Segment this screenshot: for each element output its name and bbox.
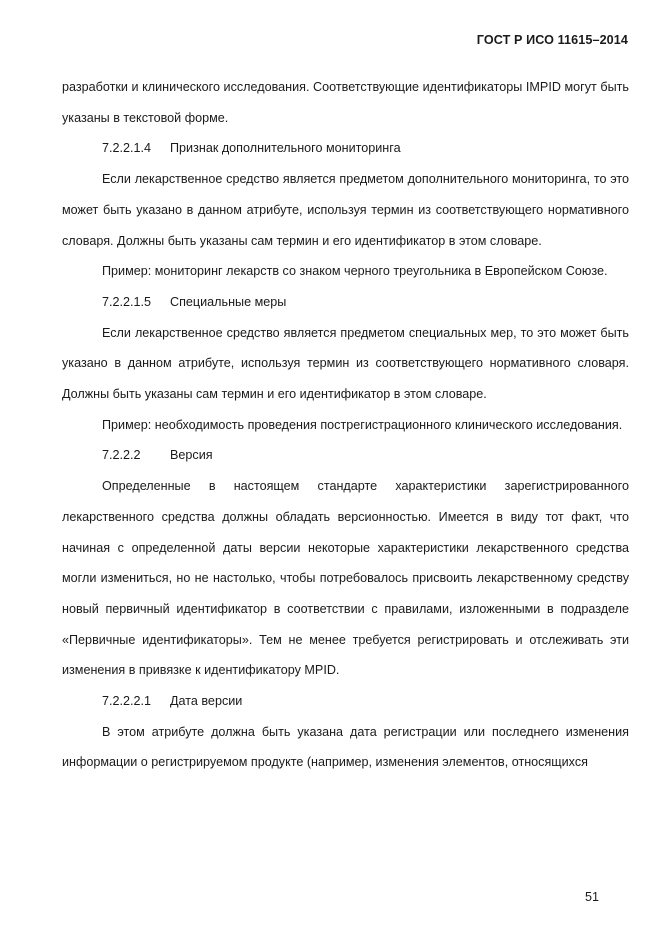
section-number: 7.2.2.2.1	[102, 694, 152, 709]
section-number: 7.2.2.2	[102, 448, 141, 463]
section-heading	[62, 686, 629, 717]
example-paragraph: Пример: мониторинг лекарств со знаком черного треугольника в Европейском Союзе.	[102, 264, 608, 279]
section-title: Дата версии	[170, 694, 243, 709]
paragraph: Определенные в настоящем стандарте характеристики зарегистрированного лекарственного средства должны обладать версионностью. Имеется в виду тот факт, что начиная с определенной даты версии некоторые характеристики лекарственного средства могли измениться, но не настолько, чтобы потребовалось присвоить лекарственному средству новый первичный идентификатор в соответствии с правилами, изложенными в подразделе «Первичные идентификаторы». Тем не менее требуется регистрировать и отслеживать эти изменения в привязке к идентификатору MPID.	[62, 479, 629, 678]
section-title: Признак дополнительного мониторинга	[170, 141, 401, 156]
example-paragraph: Пример: необходимость проведения пострегистрационного клинического исследования.	[102, 417, 623, 432]
paragraph: Если лекарственное средство является предметом специальных мер, то это может быть указано в данном атрибуте, используя термин из соответствующего нормативного словаря. Должны быть указаны сам термин и его идентификатор в этом словаре.	[62, 325, 629, 402]
section-heading	[62, 133, 629, 164]
page-number: 51	[584, 890, 599, 904]
paragraph: разработки и клинического исследования. Соответствующие идентификаторы IMPID могут быть указаны в текстовой форме.	[62, 80, 629, 125]
section-heading	[62, 287, 629, 318]
paragraph: В этом атрибуте должна быть указана дата регистрации или последнего изменения информации о регистрируемом продукте (например, изменения элементов, относящихся	[62, 724, 629, 770]
section-heading	[62, 440, 629, 471]
section-title: Специальные меры	[170, 294, 287, 309]
page-body	[62, 72, 629, 778]
section-number: 7.2.2.1.4	[102, 141, 152, 156]
section-title: Версия	[170, 448, 213, 463]
section-number: 7.2.2.1.5	[102, 294, 152, 309]
paragraph: Если лекарственное средство является предметом дополнительного мониторинга, то это может быть указано в данном атрибуте, используя термин из соответствующего нормативного словаря. Должны быть указаны сам термин и его идентификатор в этом словаре.	[62, 172, 629, 248]
document-header: ГОСТ Р ИСО 11615–2014	[476, 33, 628, 47]
